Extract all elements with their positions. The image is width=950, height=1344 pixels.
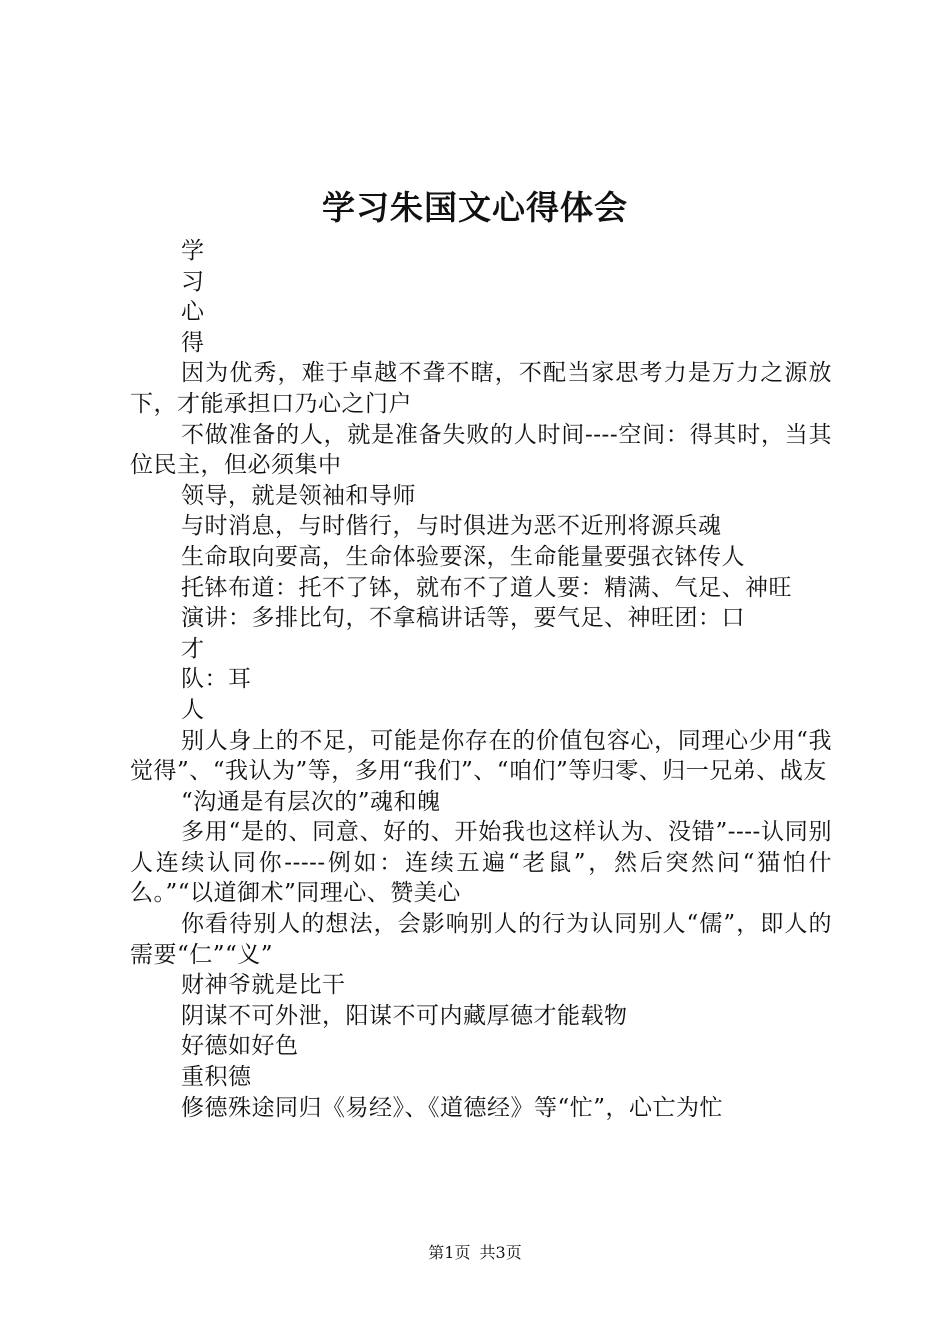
paragraph: 财神爷就是比干 (181, 972, 346, 999)
paragraph: 学 (181, 238, 205, 264)
paragraph: 好德如好色 (181, 1033, 299, 1060)
paragraph: 多用“是的、同意、好的、开始我也这样认为、没错”----认同别人连续认同你-----例如：连续五遍“老鼠”，然后突然问“猫怕什么。”“以道御术”同理心、赞美心 (130, 819, 832, 907)
paragraph: 才 (181, 635, 205, 662)
paragraph: 你看待别人的想法，会影响别人的行为认同别人“儒”，即人的需要“仁”“义” (130, 911, 832, 968)
paragraph: 习 (181, 268, 205, 295)
paragraph: 演讲：多排比句，不拿稿讲话等，要气足、神旺团：口 (181, 605, 745, 632)
paragraph: 因为优秀，难于卓越不聋不瞎，不配当家思考力是万力之源放下，才能承担口乃心之门户 (130, 360, 832, 417)
paragraph: 心 (181, 299, 205, 326)
paragraph: 领导，就是领袖和导师 (181, 482, 416, 509)
page-number: 第1页 (428, 1243, 471, 1262)
paragraph: “沟通是有层次的”魂和魄 (181, 788, 441, 815)
page-total: 共3页 (479, 1243, 522, 1262)
paragraph: 生命取向要高，生命体验要深，生命能量要强衣钵传人 (181, 543, 745, 570)
paragraph: 队：耳 (181, 666, 252, 693)
paragraph: 不做准备的人，就是准备失败的人时间----空间：得其时，当其位民主，但必须集中 (130, 421, 832, 479)
paragraph: 别人身上的不足，可能是你存在的价值包容心，同理心少用“我觉得”、“我认为”等，多用“我们”、“咱们”等归零、归一兄弟、战友 (130, 727, 832, 785)
paragraph: 人 (181, 696, 205, 723)
paragraph: 得 (181, 329, 205, 356)
paragraph: 阴谋不可外泄，阳谋不可内藏厚德才能载物 (181, 1002, 628, 1029)
page-title: 学习朱国文心得体会 (322, 188, 628, 227)
paragraph: 与时消息，与时偕行，与时俱进为恶不近刑将源兵魂 (181, 513, 722, 540)
paragraph: 修德殊途同归《易经》、《道德经》等“忙”，心亡为忙 (181, 1094, 724, 1121)
paragraph: 重积德 (181, 1064, 252, 1091)
page-footer (0, 1242, 950, 1264)
document-body (130, 236, 832, 1123)
paragraph: 托钵布道：托不了钵，就布不了道人要：精满、气足、神旺 (181, 574, 792, 601)
